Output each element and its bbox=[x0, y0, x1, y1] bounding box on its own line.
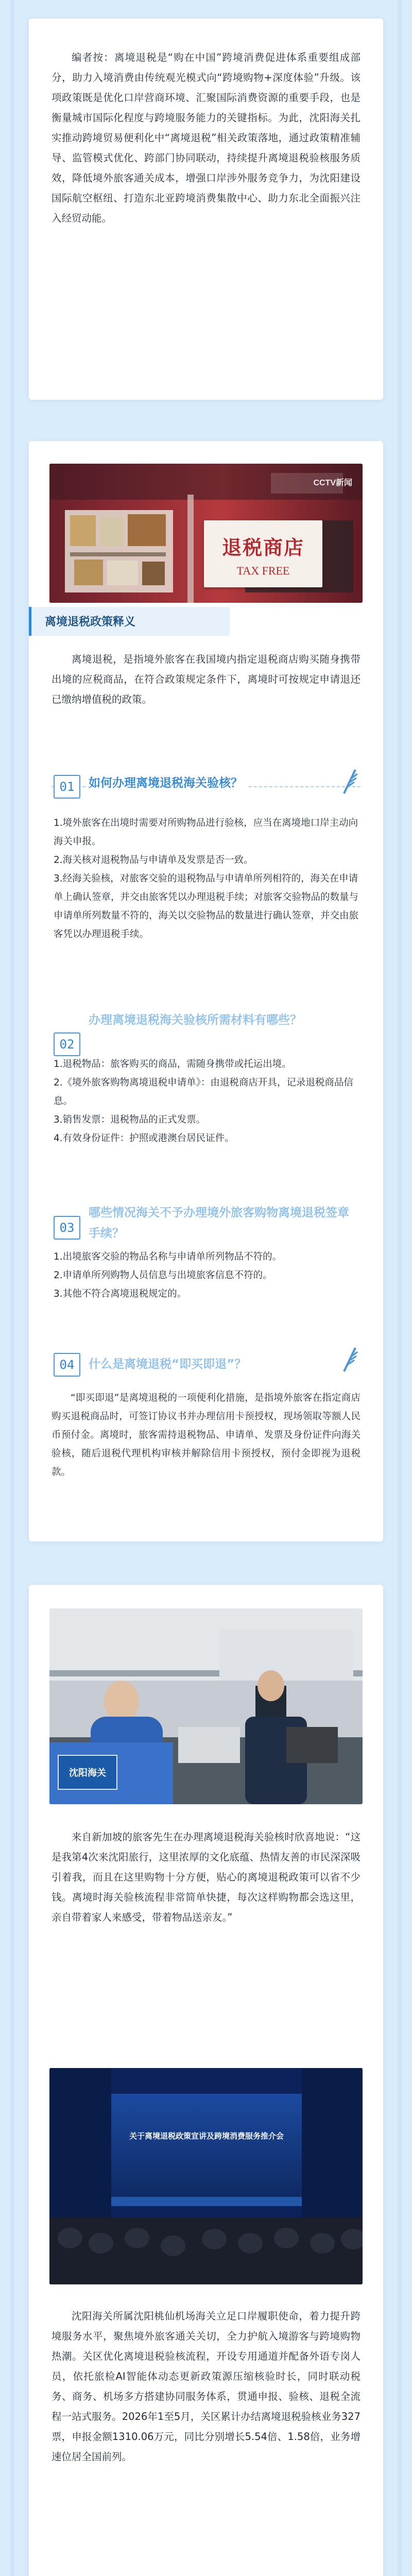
faq-question: 什么是离境退税“即买即退”？ bbox=[89, 1358, 247, 1371]
faq-question: 哪些情况海关不予办理境外旅客购物离境退税签章手续？ bbox=[89, 1206, 349, 1240]
story-paragraph-1: 来自新加坡的旅客先生在办理离境退税海关验核时欣喜地说：“这是我第4次来沈阳旅行，这里浓厚的文化底蕴、热情友善的市民深深吸引着我，而且在这里购物十分方便，贴心的离境退税政策可以省不少钱。离境时海关验核流程非常简单快捷，每次这样购物都会选这里，亲自带着家人来感受，带着物品送亲友。” bbox=[52, 1831, 360, 1923]
leaf-icon bbox=[340, 1346, 360, 1374]
faq-answer bbox=[52, 1055, 360, 1148]
faq-answer-line: 2.《境外旅客购物离境退税申请单》：由退税商店开具，记录退税商品信息。 bbox=[54, 1077, 353, 1107]
watermark: CCTV新闻 bbox=[313, 479, 352, 487]
faq-question: 如何办理离境退税海关验核？ bbox=[89, 773, 247, 793]
faq-item-01 bbox=[52, 771, 360, 944]
faq-answer bbox=[52, 814, 360, 944]
faq-item-04 bbox=[52, 1353, 360, 1384]
policy-heading: 离境退税政策释义 bbox=[45, 616, 136, 629]
sign-title: 退税商店 bbox=[221, 536, 304, 559]
intro-card bbox=[29, 19, 383, 400]
story-card bbox=[29, 1585, 383, 2576]
sign-subtitle: TAX FREE bbox=[236, 564, 290, 577]
right-decor-strip bbox=[398, 0, 402, 2576]
faq-question: 办理离境退税海关验核所需材料有哪些？ bbox=[89, 1013, 302, 1027]
faq-number: 04 bbox=[54, 1353, 80, 1377]
faq-answer-line: 4.有效身份证件：护照或港澳台居民证件。 bbox=[54, 1133, 234, 1144]
instant-refund-text: “即买即退”是离境退税的一项便利化措施，是指境外旅客在指定商店购买退税商品时，可签订协议书并办理信用卡预授权，现场领取等额人民币预付金。离境时，旅客需持退税物品、申请单、发票及身份证件向海关验核，随后退税代理机构审核并解除信用卡预授权，预付金即视为退税款。 bbox=[52, 1393, 360, 1478]
conference-photo bbox=[49, 2068, 363, 2284]
faq-header bbox=[52, 1353, 360, 1384]
policy-text: 离境退税，是指境外旅客在我国境内指定退税商店购买随身携带出境的应税商品，在符合政策规定条件下，离境时可按规定申请退还已缴纳增值税的政策。 bbox=[52, 653, 360, 705]
tax-free-sign bbox=[204, 520, 322, 587]
left-decor-strip bbox=[10, 0, 14, 2576]
policy-card bbox=[29, 441, 383, 1541]
faq-item-02 bbox=[52, 1008, 360, 1148]
leaf-icon bbox=[340, 768, 360, 795]
faq-answer bbox=[52, 1248, 360, 1303]
customs-sign-text: 沈阳海关 bbox=[69, 1768, 106, 1778]
faq-answer-line: 1.出境旅客交验的物品名称与申请单所列物品不符的。 bbox=[54, 1251, 282, 1262]
faq-answer-line: 1.境外旅客在出境时需要对所购物品进行验核，应当在离境地口岸主动向海关申报。 bbox=[54, 818, 358, 847]
faq-answer-line: 3.其他不符合离境退税规定的。 bbox=[54, 1289, 187, 1299]
faq-header bbox=[52, 1200, 360, 1248]
faq-item-03 bbox=[52, 1200, 360, 1303]
customs-sign bbox=[58, 1755, 117, 1790]
faq-header bbox=[52, 1008, 360, 1055]
faq-answer-line: 2.申请单所列购物人员信息与出境旅客信息不符的。 bbox=[54, 1270, 272, 1281]
conference-banner: 关于离境退税政策宣讲及跨境消费服务推介会 bbox=[129, 2131, 284, 2141]
customs-check-photo bbox=[49, 1608, 363, 1804]
faq-answer-line: 3.经海关验核，对旅客交验的退税物品与申请单所列相符的，海关在申请单上确认签章，并交由旅客凭以办理退税手续；对旅客交验物品的数量与申请单所列数量不符的，海关以交验物品的数量进行确认签章，并交由旅客凭以办理退税手续。 bbox=[54, 873, 359, 940]
faq-number: 01 bbox=[54, 775, 80, 799]
faq-number: 03 bbox=[54, 1216, 80, 1240]
faq-answer-line: 2.海关核对退税物品与申请单及发票是否一致。 bbox=[54, 855, 253, 866]
faq-header bbox=[52, 771, 360, 814]
faq-answer-line: 1.退税物品：旅客购买的商品，需随身携带或托运出境。 bbox=[54, 1059, 291, 1070]
faq-number: 02 bbox=[54, 1032, 80, 1056]
story-paragraph-2: 沈阳海关所属沈阳桃仙机场海关立足口岸履职使命，着力提升跨境服务水平，聚焦境外旅客通关关切，全力护航入境游客与跨境购物热潮。关区优化离境退税验核流程，开设专用通道并配备外语专岗人员，依托旅检AI智能体动态更新政策源压缩核验时长，同时联动税务、商务、机场多方搭建协同服务体系，贯通申报、验核、退税全流程一站式服务。2026年1至5月，关区累计办结离境退税验核业务327票，申报金额1310.06万元，同比分别增长5.54倍、1.58倍，业务增速位居全国前列。 bbox=[52, 2310, 360, 2463]
faq-answer-line: 3.销售发票：退税物品的正式发票。 bbox=[54, 1114, 206, 1125]
tax-free-shop-photo bbox=[49, 464, 363, 603]
policy-heading-bar bbox=[29, 607, 230, 636]
editor-note: 编者按：离境退税是“购在中国”跨境消费促进体系重要组成部分，助力入境消费由传统观光模式向“跨境购物+深度体验”升级。该项政策既是优化口岸营商环境、汇聚国际消费资源的重要手段，也是衡量城市国际化程度与跨境服务能力的关键指标。为此，沈阳海关扎实推动跨境贸易便利化中“离境退税”相关政策落地，通过政策精准辅导、监管模式优化、跨部门协同联动，持续提升离境退税验核服务质效，降低境外旅客通关成本，增强口岸涉外服务竞争力，为沈阳建设国际航空枢纽、打造东北亚跨境消费集散中心、助力东北全面振兴注入经贸动能。 bbox=[52, 52, 360, 224]
